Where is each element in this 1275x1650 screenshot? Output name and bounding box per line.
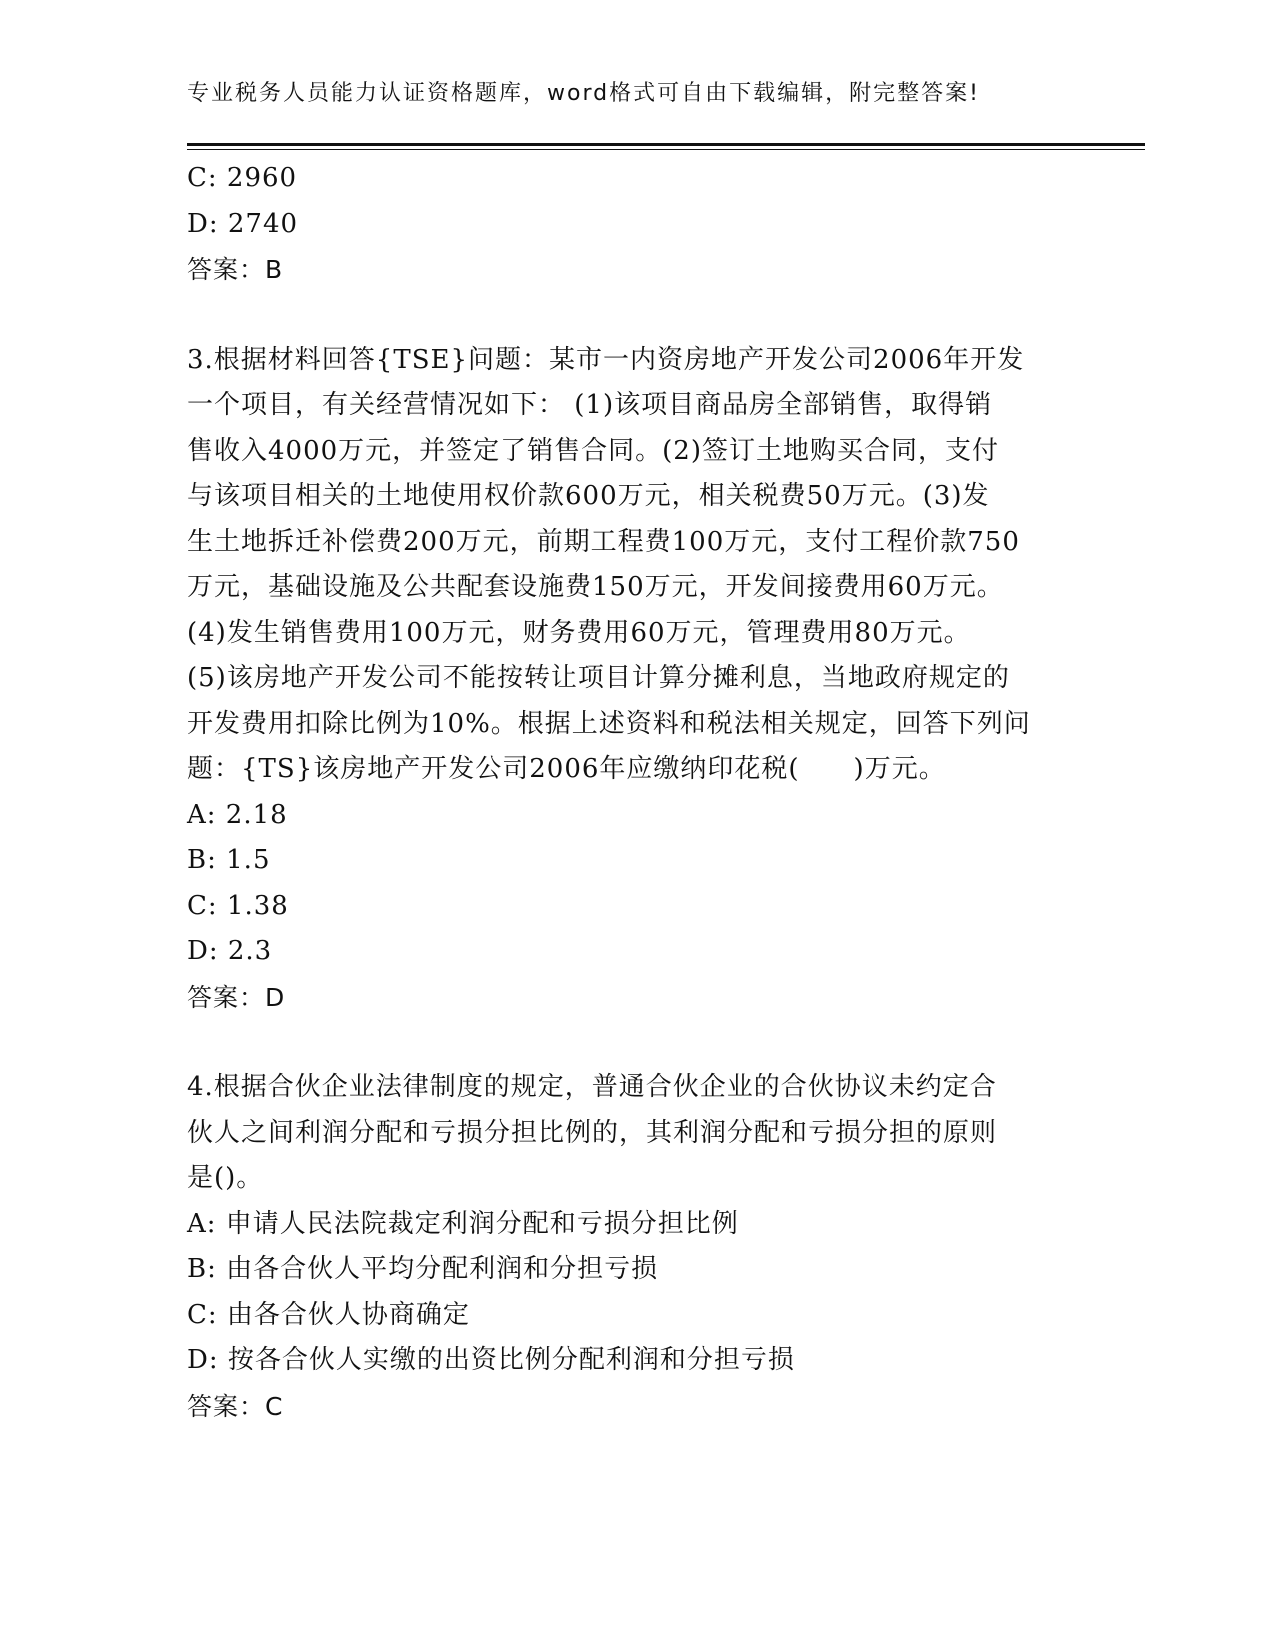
question-text-line: (4)发生销售费用100万元，财务费用60万元，管理费用80万元。 <box>187 617 971 648</box>
question-text-line: 售收入4000万元，并签定了销售合同。(2)签订土地购买合同，支付 <box>187 435 999 466</box>
option-d: D: 按各合伙人实缴的出资比例分配利润和分担亏损 <box>187 1345 795 1375</box>
page-header: 专业税务人员能力认证资格题库，word格式可自由下载编辑，附完整答案! <box>187 81 980 106</box>
question-text-line: 是()。 <box>187 1163 264 1193</box>
header-rule-thin <box>187 149 1145 150</box>
question-text-line: 伙人之间利润分配和亏损分担比例的，其利润分配和亏损分担的原则 <box>187 1117 998 1148</box>
option-b: B: 1.5 <box>187 845 271 875</box>
question-text-line: 与该项目相关的土地使用权价款600万元，相关税费50万元。(3)发 <box>187 481 990 511</box>
header-rule-thick <box>187 143 1145 146</box>
question-text-line: 生土地拆迁补偿费200万元，前期工程费100万元，支付工程价款750 <box>187 526 1020 557</box>
answer-line: 答案：C <box>187 1391 284 1421</box>
option-a: A: 2.18 <box>187 799 288 830</box>
spacer <box>187 1020 1087 1065</box>
option-c: C: 由各合伙人协商确定 <box>187 1299 470 1330</box>
question-3 <box>187 338 1087 1021</box>
question-text-line: 4.根据合伙企业法律制度的规定，普通合伙企业的合伙协议未约定合 <box>187 1072 997 1102</box>
document-body <box>187 156 1087 1429</box>
question-text-line: 万元，基础设施及公共配套设施费150万元，开发间接费用60万元。 <box>187 572 1004 602</box>
answer-line: 答案：B <box>187 255 284 284</box>
option-c: C: 2960 <box>187 163 298 193</box>
question-text-line: 3.根据材料回答{TSE}问题：某市一内资房地产开发公司2006年开发 <box>187 344 1025 375</box>
option-c: C: 1.38 <box>187 890 289 921</box>
option-d: D: 2740 <box>187 208 299 239</box>
question-4 <box>187 1065 1087 1429</box>
option-b: B: 由各合伙人平均分配利润和分担亏损 <box>187 1254 659 1284</box>
question-text-line: (5)该房地产开发公司不能按转让项目计算分摊利息，当地政府规定的 <box>187 663 1010 693</box>
question-text-line: 开发费用扣除比例为10%。根据上述资料和税法相关规定，回答下列问 <box>187 708 1031 739</box>
answer-line: 答案：D <box>187 982 286 1012</box>
question-text-line: 一个项目，有关经营情况如下： (1)该项目商品房全部销售，取得销 <box>187 390 993 420</box>
question-text-line: 题：{TS}该房地产开发公司2006年应缴纳印花税( )万元。 <box>187 754 946 784</box>
spacer <box>187 293 1087 338</box>
option-d: D: 2.3 <box>187 936 273 966</box>
option-a: A: 申请人民法院裁定利润分配和亏损分担比例 <box>187 1208 739 1239</box>
question-2-tail <box>187 156 1087 293</box>
